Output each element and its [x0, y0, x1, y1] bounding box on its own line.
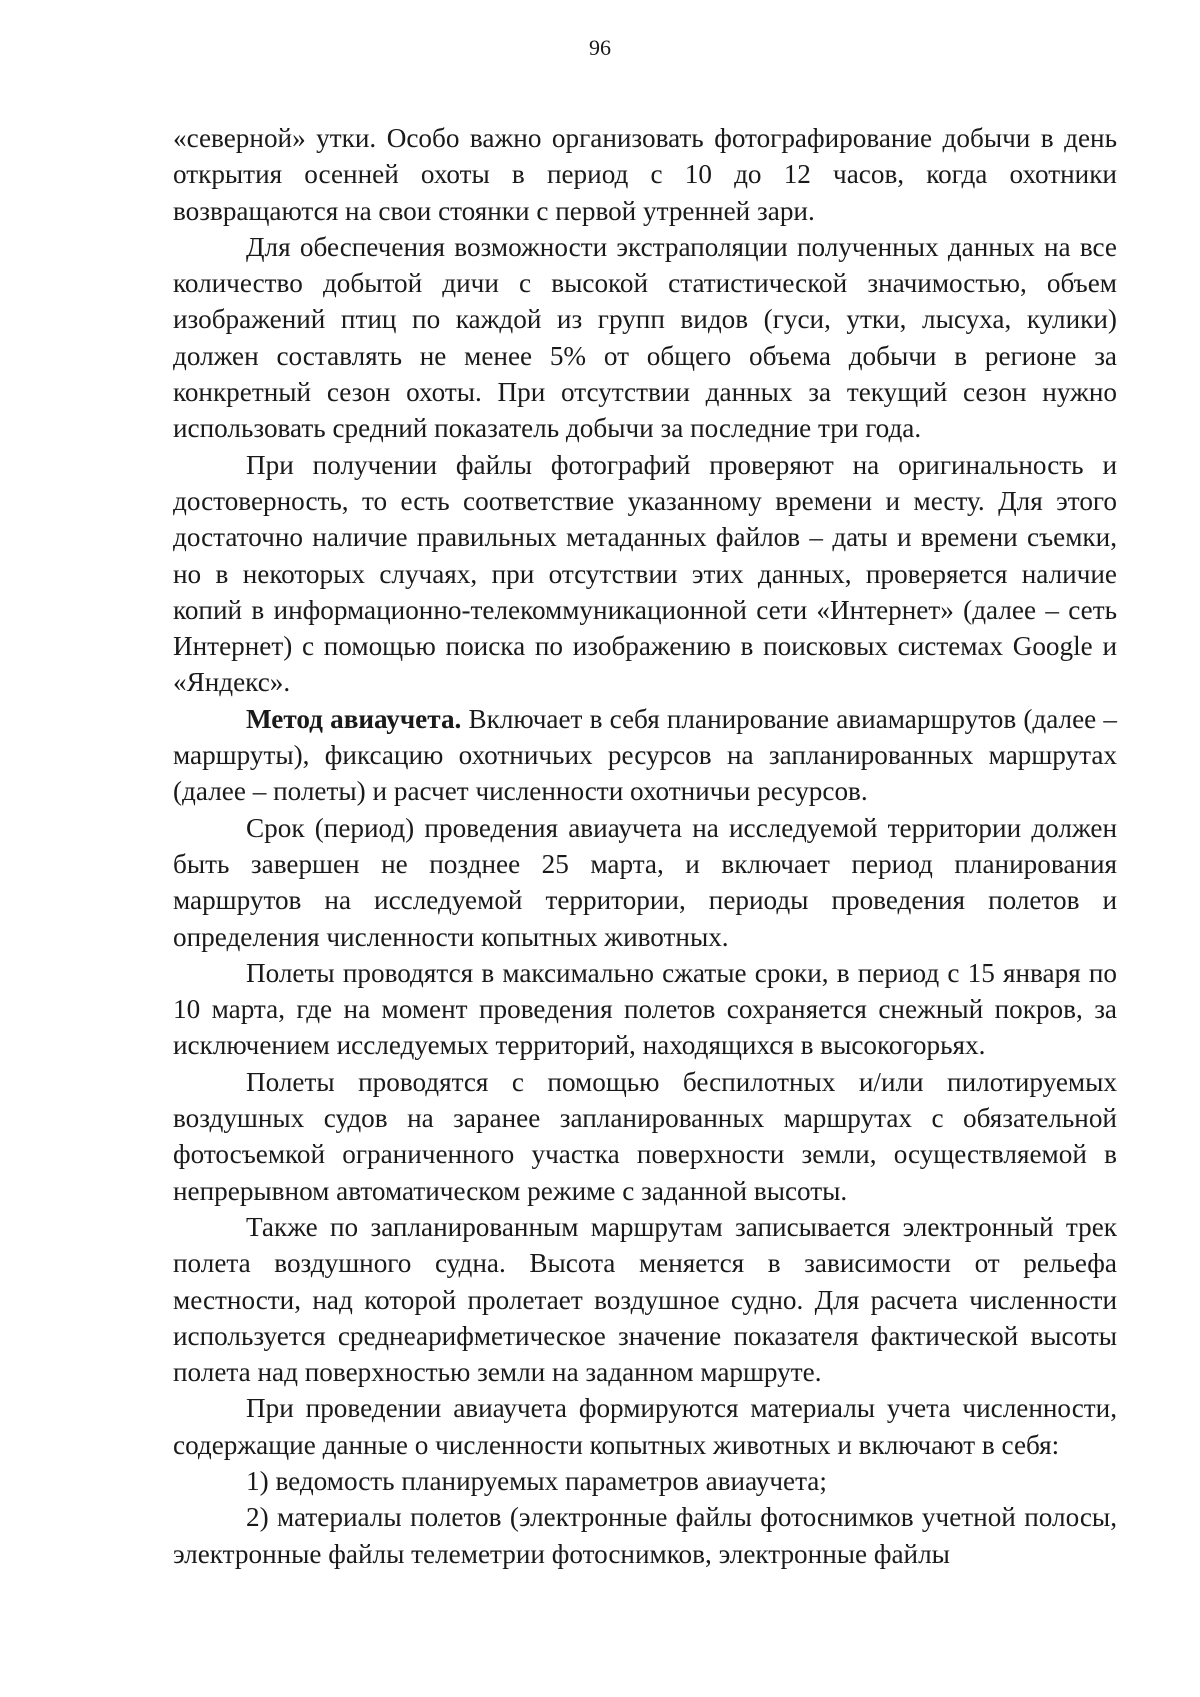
section-heading-inline: Метод авиаучета. [246, 703, 462, 734]
paragraph-aviation-method [173, 701, 1117, 810]
page-number: 96 [589, 35, 611, 60]
paragraph-text: Включает в себя планирование авиамаршрутов (далее – маршруты), фиксацию охотничьих ресурсов на запланированных маршрутах (далее – полеты) и расчет численности охотничьи ресурсов. [173, 703, 1117, 807]
paragraph: Также по запланированным маршрутам записывается электронный трек полета воздушного судна. Высота меняется в зависимости от рельефа местности, над которой пролетает воздушное судно. Для расчета численности используется среднеарифметическое значение показателя фактической высоты полета над поверхностью земли на заданном маршруте. [173, 1211, 1117, 1388]
list-item: 2) материалы полетов (электронные файлы фотоснимков учетной полосы, электронные файлы телеметрии фотоснимков, электронные файлы [173, 1502, 1117, 1569]
paragraph: Для обеспечения возможности экстраполяции полученных данных на все количество добытой дичи с высокой статистической значимостью, объем изображений птиц по каждой из групп видов (гуси, утки, лысуха, кулики) должен составлять не менее 5% от общего объема добычи в регионе за конкретный сезон охоты. При отсутствии данных за текущий сезон нужно использовать средний показатель добычи за последние три года. [173, 231, 1117, 444]
paragraph: При получении файлы фотографий проверяют на оригинальность и достоверность, то есть соответствие указанному времени и месту. Для этого достаточно наличие правильных метаданных файлов – даты и времени съемки, но в некоторых случаях, при отсутствии этих данных, проверяется наличие копий в информационно-телекоммуникационной сети «Интернет» (далее – сеть Интернет) с помощью поиска по изображению в поисковых системах Google и «Яндекс». [173, 449, 1117, 698]
paragraph: При проведении авиаучета формируются материалы учета численности, содержащие данные о численности копытных животных и включают в себя: [173, 1393, 1117, 1460]
paragraph: Срок (период) проведения авиаучета на исследуемой территории должен быть завершен не позднее 25 марта, и включает период планирования маршрутов на исследуемой территории, периоды проведения полетов и определения численности копытных животных. [173, 812, 1117, 952]
paragraph: «северной» утки. Особо важно организовать фотографирование добычи в день открытия осенней охоты в период с 10 до 12 часов, когда охотники возвращаются на свои стоянки с первой утренней зари. [173, 123, 1117, 226]
paragraph: Полеты проводятся в максимально сжатые сроки, в период с 15 января по 10 марта, где на момент проведения полетов сохраняется снежный покров, за исключением исследуемых территорий, находящихся в высокогорьях. [173, 957, 1117, 1061]
list-item: 1) ведомость планируемых параметров авиаучета; [246, 1465, 827, 1496]
document-body [173, 120, 1117, 1572]
paragraph: Полеты проводятся с помощью беспилотных и/или пилотируемых воздушных судов на заранее запланированных маршрутах с обязательной фотосъемкой ограниченного участка поверхности земли, осуществляемой в непрерывном автоматическом режиме с заданной высоты. [173, 1066, 1117, 1206]
